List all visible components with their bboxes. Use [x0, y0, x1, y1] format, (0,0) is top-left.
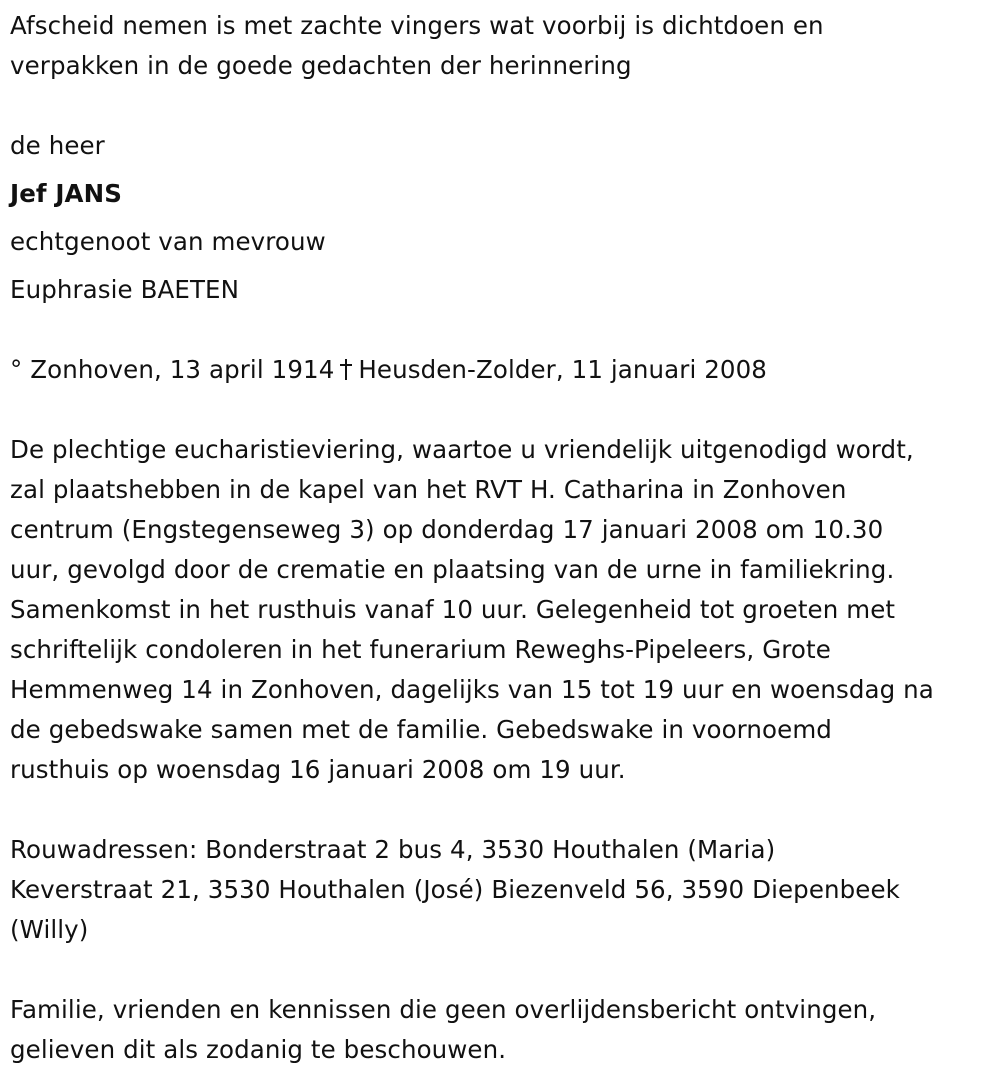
ceremony-line: de gebedswake samen met de familie. Gebedswake in voornoemd	[10, 715, 832, 744]
ceremony-line: uur, gevolgd door de crematie en plaatsing van de urne in familiekring.	[10, 555, 895, 584]
ceremony-line: schriftelijk condoleren in het funerarium Reweghs-Pipeleers, Grote	[10, 635, 831, 664]
ceremony-paragraph	[10, 430, 992, 790]
spouse-name: Euphrasie BAETEN	[10, 275, 240, 304]
ceremony-line: centrum (Engstegenseweg 3) op donderdag 17 januari 2008 om 10.30	[10, 515, 884, 544]
cross-icon	[340, 359, 352, 379]
ceremony-line: De plechtige eucharistieviering, waartoe u vriendelijk uitgenodigd wordt,	[10, 435, 914, 464]
deceased-title: de heer	[10, 131, 105, 160]
closing-line: gelieven dit als zodanig te beschouwen.	[10, 1035, 507, 1064]
birth-date: ° Zonhoven, 13 april 1914	[10, 355, 335, 384]
address-line: Rouwadressen: Bonderstraat 2 bus 4, 3530 Houthalen (Maria)	[10, 835, 776, 864]
closing-paragraph	[10, 990, 992, 1070]
mourning-addresses	[10, 830, 992, 950]
death-date: Heusden-Zolder, 11 januari 2008	[358, 355, 767, 384]
intro-text-line-2: verpakken in de goede gedachten der herinnering	[10, 51, 632, 80]
deceased-name: Jef JANS	[10, 179, 122, 208]
address-line: Keverstraat 21, 3530 Houthalen (José) Biezenveld 56, 3590 Diepenbeek	[10, 875, 900, 904]
obituary-notice	[10, 6, 992, 1070]
intro-text-line-1: Afscheid nemen is met zachte vingers wat voorbij is dichtdoen en	[10, 11, 824, 40]
ceremony-line: zal plaatshebben in de kapel van het RVT H. Catharina in Zonhoven	[10, 475, 847, 504]
ceremony-line: Samenkomst in het rusthuis vanaf 10 uur. Gelegenheid tot groeten met	[10, 595, 896, 624]
closing-line: Familie, vrienden en kennissen die geen overlijdensbericht ontvingen,	[10, 995, 877, 1024]
address-line: (Willy)	[10, 915, 89, 944]
spouse-relation: echtgenoot van mevrouw	[10, 227, 326, 256]
life-dates	[10, 350, 992, 390]
ceremony-line: rusthuis op woensdag 16 januari 2008 om 19 uur.	[10, 755, 626, 784]
ceremony-line: Hemmenweg 14 in Zonhoven, dagelijks van 15 tot 19 uur en woensdag na	[10, 675, 934, 704]
